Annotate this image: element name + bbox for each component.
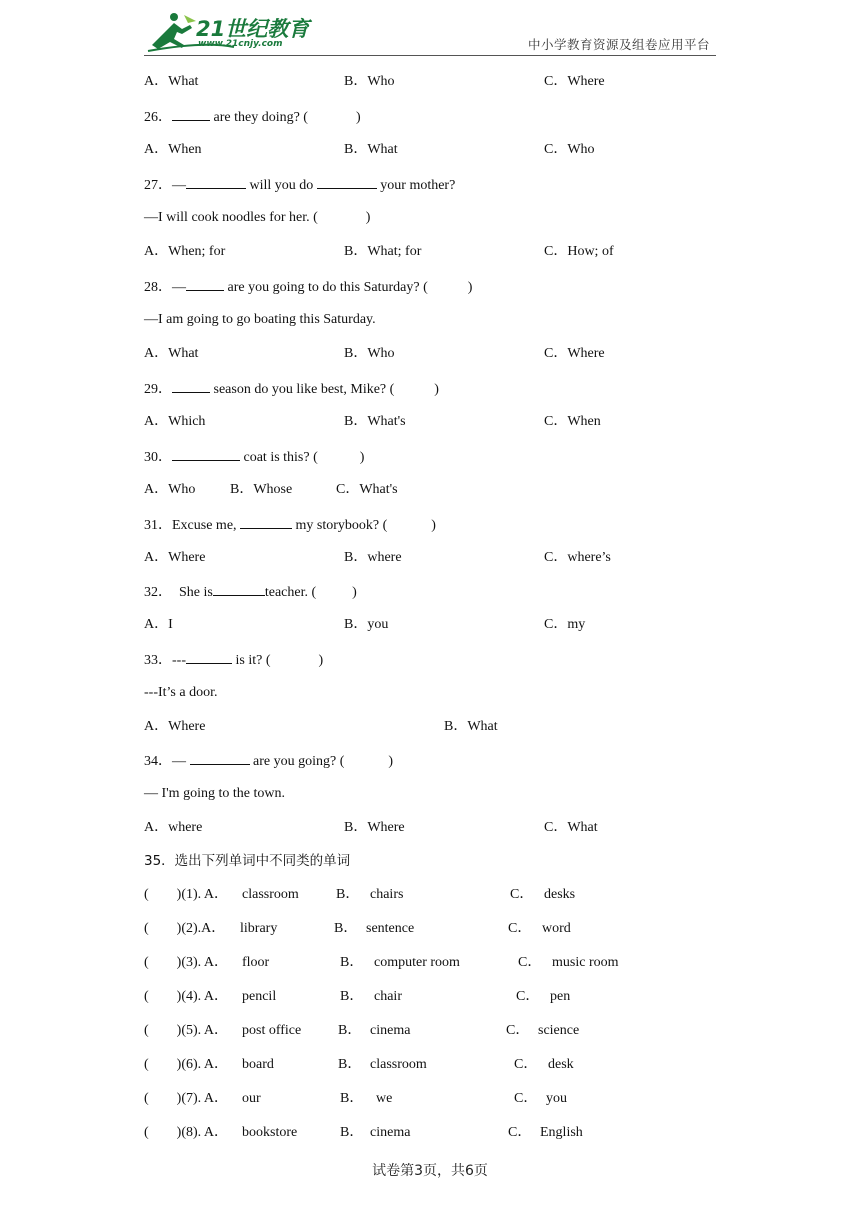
option-c: C．Where (544, 346, 605, 361)
option-b-word: sentence (366, 921, 415, 936)
row-lead: ( )(7). A． (144, 1091, 228, 1106)
option-c-label: C． (506, 1023, 530, 1038)
option-a-word: floor (242, 955, 270, 970)
option-c: C．When (544, 414, 601, 429)
option-c-label: C． (508, 1125, 532, 1140)
option-a: A．Where (144, 719, 206, 734)
question-33: 33．--- is it? ( ) (144, 649, 323, 669)
option-b: B．What (444, 719, 498, 734)
option-b: B．you (344, 617, 389, 632)
option-c: C．What's (336, 482, 398, 497)
row-lead: ( )(8). A． (144, 1125, 228, 1140)
option-a-word: bookstore (242, 1125, 298, 1140)
option-b: B．Whose (230, 482, 293, 497)
option-b-word: cinema (370, 1125, 411, 1140)
option-b: B．What's (344, 414, 406, 429)
option-a: A．When (144, 142, 202, 157)
option-c-label: C． (516, 989, 540, 1004)
q34-reply: — I'm going to the town. (144, 786, 285, 801)
option-b-word: cinema (370, 1023, 411, 1038)
option-b-label: B． (340, 1125, 364, 1140)
page-footer: 试卷第3页，共6页 (372, 1163, 488, 1179)
option-a: A．Where (144, 550, 206, 565)
option-a: A．Who (144, 482, 196, 497)
option-c-word: pen (550, 989, 571, 1004)
option-c: C．How; of (544, 244, 614, 259)
question-27: 27．— will you do your mother? (144, 174, 455, 194)
option-b-word: computer room (374, 955, 460, 970)
logo-text: 21世纪教育 (196, 17, 310, 41)
option-c-label: C． (508, 921, 532, 936)
question-31: 31．Excuse me, my storybook? ( ) (144, 514, 436, 534)
question-30: 30． coat is this? ( ) (144, 446, 364, 466)
option-c-word: music room (552, 955, 619, 970)
option-b-label: B． (340, 989, 364, 1004)
option-b-word: classroom (370, 1057, 427, 1072)
option-b: B．What (344, 142, 398, 157)
option-b-label: B． (338, 1057, 362, 1072)
page-header (144, 8, 716, 56)
question-32: 32． She is teacher. ( ) (144, 581, 357, 601)
site-name: 中小学教育资源及组卷应用平台 (527, 37, 710, 52)
option-a: A．where (144, 820, 203, 835)
option-b: B．Who (344, 74, 395, 89)
row-lead: ( )(6). A． (144, 1057, 228, 1072)
option-c-label: C． (518, 955, 542, 970)
row-lead: ( )(5). A． (144, 1023, 228, 1038)
option-b-label: B． (334, 921, 358, 936)
option-c-label: C． (510, 887, 534, 902)
option-c-label: C． (514, 1091, 538, 1106)
option-a: A．Which (144, 414, 206, 429)
option-b-label: B． (340, 955, 364, 970)
option-c: C．Where (544, 74, 605, 89)
option-b: B．Where (344, 820, 405, 835)
option-c: C．my (544, 617, 586, 632)
option-a: A．I (144, 617, 173, 632)
option-c-word: desk (548, 1057, 574, 1072)
option-a-word: post office (242, 1023, 302, 1038)
logo-url: www.21cnjy.com (198, 39, 283, 49)
option-c: C．where’s (544, 550, 611, 565)
option-b-word: chair (374, 989, 402, 1004)
option-a-word: pencil (242, 989, 277, 1004)
option-a: A．What (144, 74, 199, 89)
option-a: A．When; for (144, 244, 226, 259)
question-29: 29． season do you like best, Mike? ( ) (144, 378, 439, 398)
option-c-word: word (542, 921, 571, 936)
option-c-label: C． (514, 1057, 538, 1072)
question-28: 28．— are you going to do this Saturday? ( ) (144, 276, 472, 296)
row-lead: ( )(1). A． (144, 887, 228, 902)
option-c: C．Who (544, 142, 595, 157)
question-35-title: 35．选出下列单词中不同类的单词 (144, 853, 351, 869)
option-a-word: classroom (242, 887, 299, 902)
option-b-word: we (376, 1091, 393, 1106)
option-a-word: board (242, 1057, 274, 1072)
option-b: B．What; for (344, 244, 422, 259)
row-lead: ( )(3). A． (144, 955, 228, 970)
question-26: 26． are they doing? ( ) (144, 106, 361, 126)
q28-reply: —I am going to go boating this Saturday. (144, 312, 376, 327)
option-c-word: desks (544, 887, 576, 902)
logo (144, 11, 314, 53)
option-c-word: you (546, 1091, 567, 1106)
option-a: A．What (144, 346, 199, 361)
q33-reply: ---It’s a door. (144, 685, 218, 700)
option-b: B．where (344, 550, 402, 565)
option-c-word: English (540, 1125, 583, 1140)
option-c: C．What (544, 820, 598, 835)
option-c-word: science (538, 1023, 580, 1038)
option-a-word: library (240, 921, 278, 936)
row-lead: ( )(4). A． (144, 989, 228, 1004)
option-b-word: chairs (370, 887, 404, 902)
option-b-label: B． (338, 1023, 362, 1038)
q27-reply: —I will cook noodles for her. ( ) (144, 210, 371, 225)
option-a-word: our (242, 1091, 261, 1106)
option-b: B．Who (344, 346, 395, 361)
question-34: 34．— are you going? ( ) (144, 750, 393, 770)
option-b-label: B． (336, 887, 360, 902)
row-lead: ( )(2).A． (144, 921, 226, 936)
option-b-label: B． (340, 1091, 364, 1106)
